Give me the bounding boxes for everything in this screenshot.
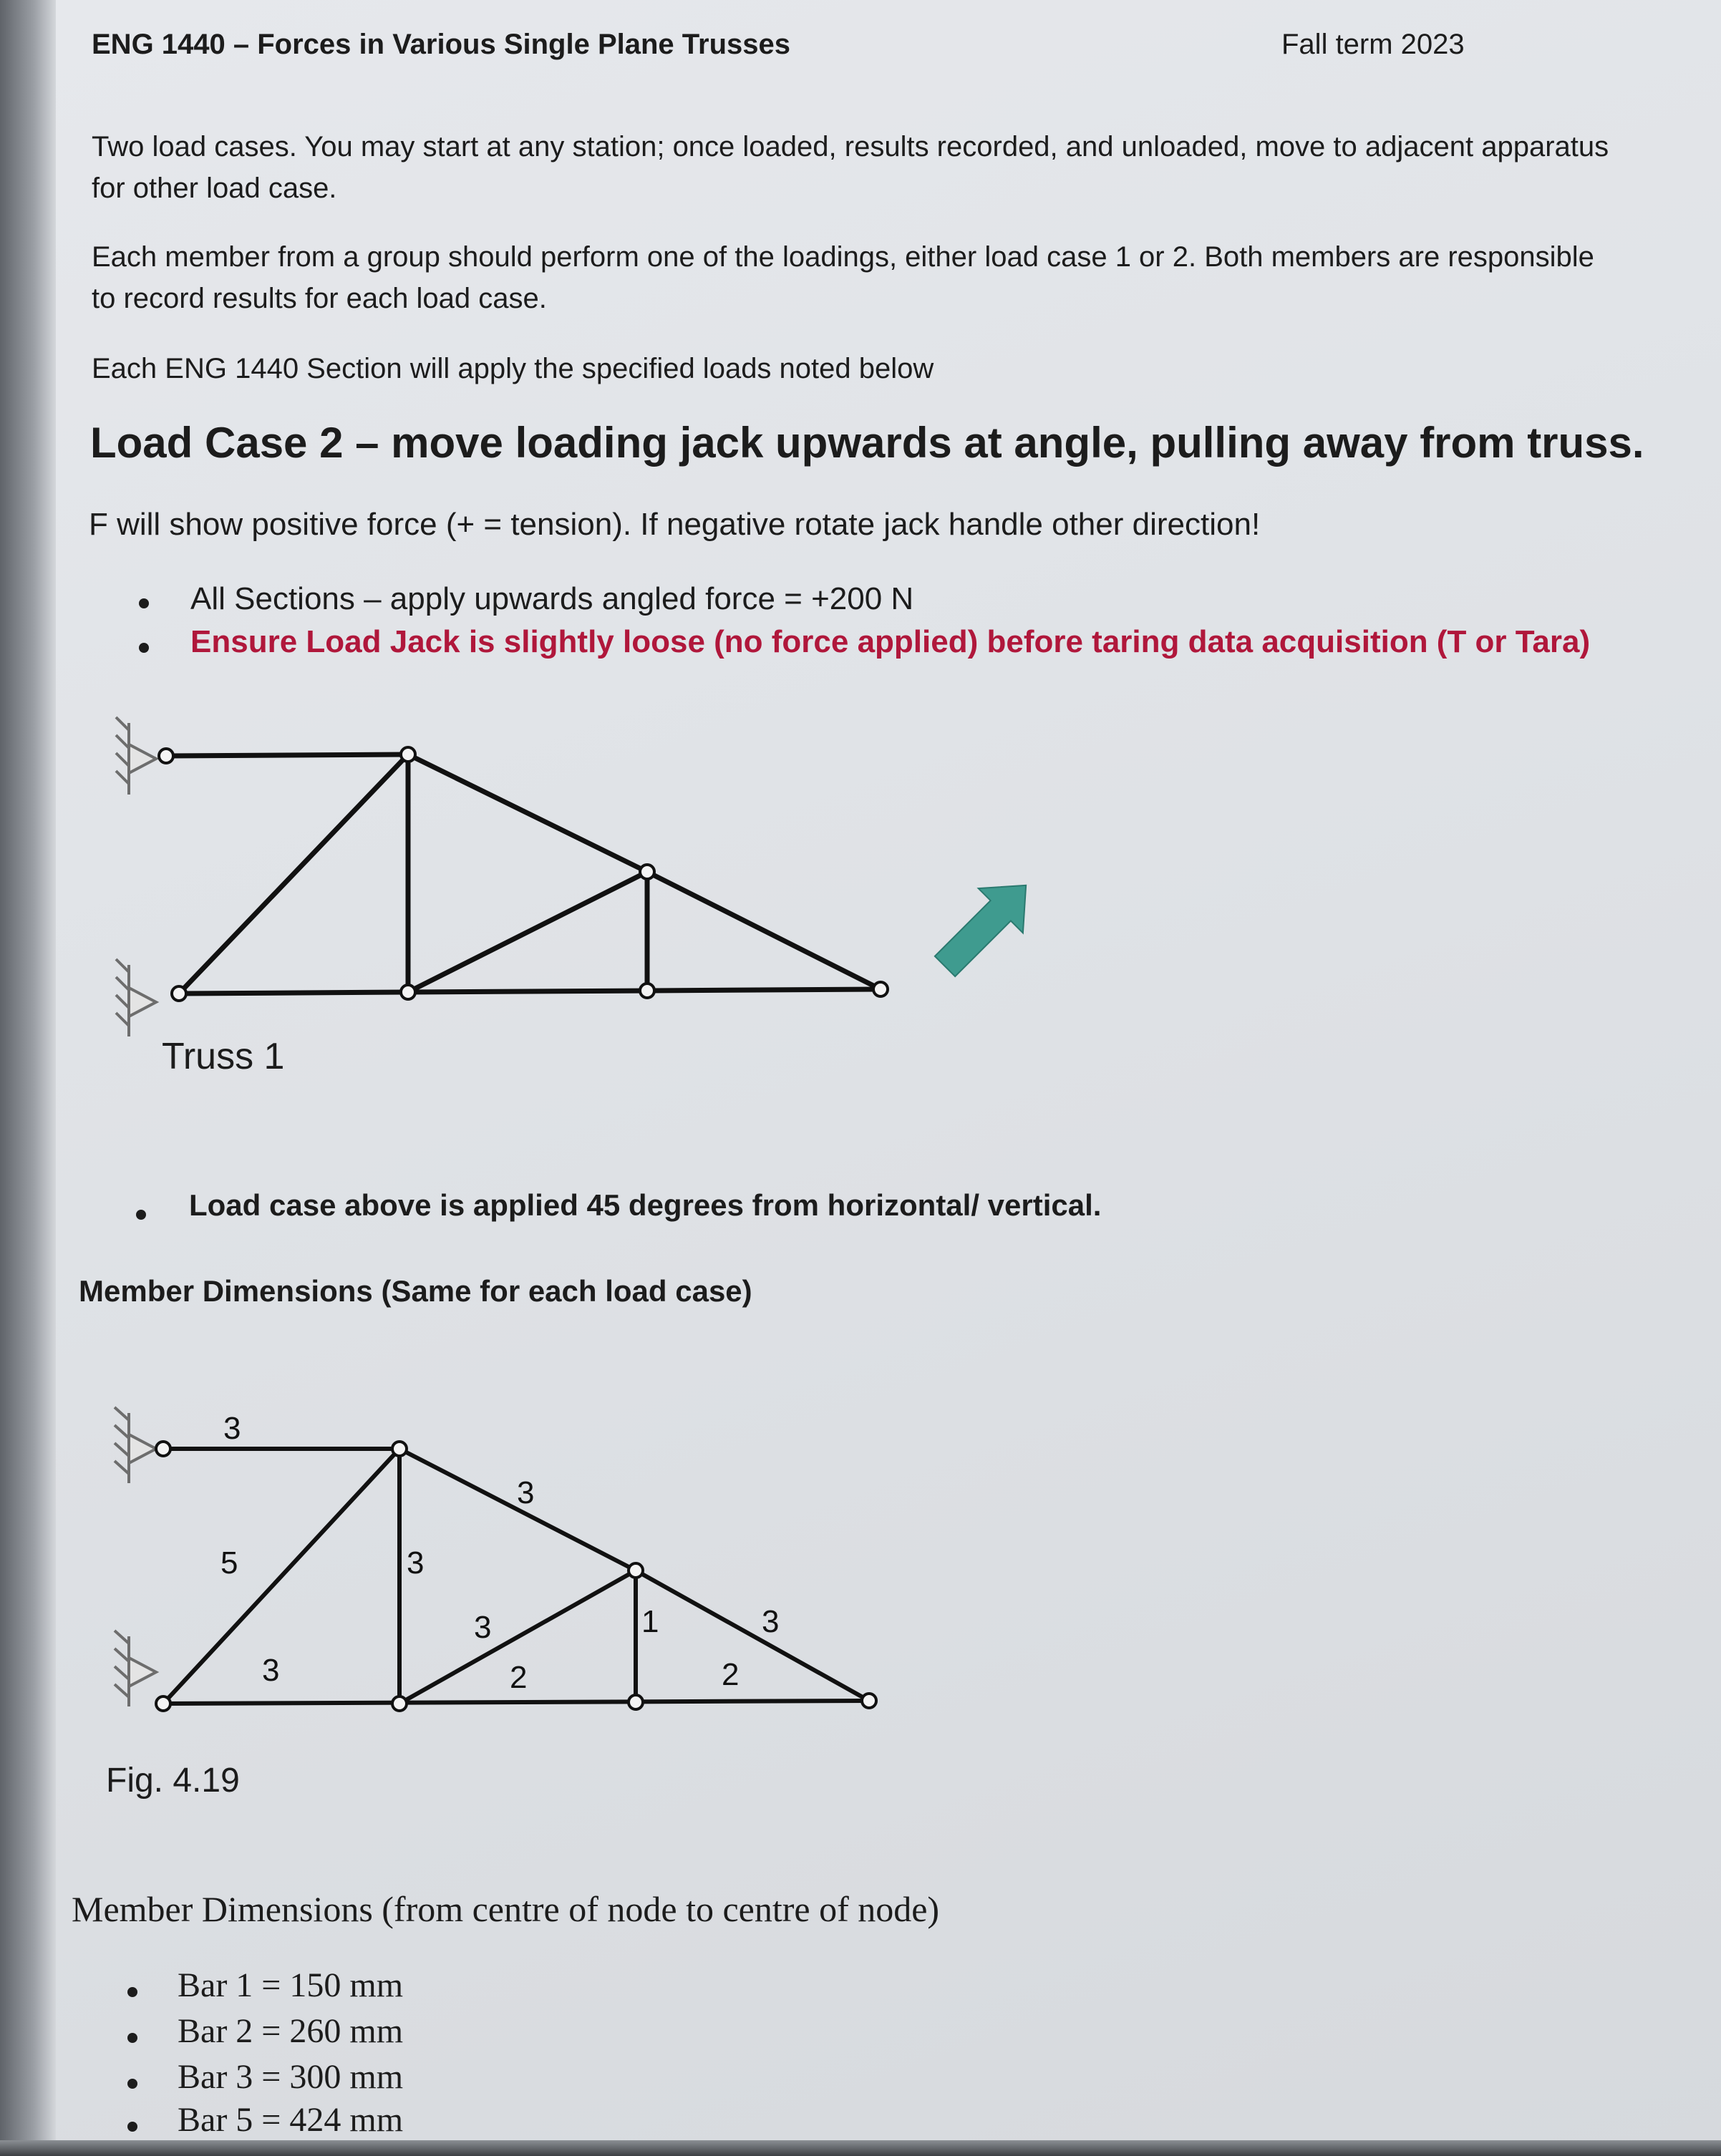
member-right-slope bbox=[636, 1570, 869, 1701]
wall-support-bottom bbox=[115, 1631, 156, 1706]
wall-support-top bbox=[115, 1407, 156, 1483]
bar-5-dimension: Bar 5 = 424 mm bbox=[178, 2101, 404, 2139]
node-top-left bbox=[159, 749, 173, 763]
member-left-diagonal bbox=[163, 1449, 399, 1704]
node-top bbox=[392, 1442, 407, 1456]
course-title: ENG 1440 – Forces in Various Single Plane Trusses bbox=[92, 29, 790, 60]
photo-edge-left bbox=[0, 0, 56, 2156]
bar-1-dimension: Bar 1 = 150 mm bbox=[178, 1966, 404, 2004]
intro-paragraph-3: Each ENG 1440 Section will apply the specified loads noted below bbox=[92, 353, 934, 384]
member-label-right-slope: 3 bbox=[762, 1604, 780, 1639]
angle-note: Load case above is applied 45 degrees from horizontal/ vertical. bbox=[189, 1188, 1102, 1222]
term-label: Fall term 2023 bbox=[1281, 29, 1465, 60]
force-note: F will show positive force (+ = tension). If negative rotate jack handle other direction! bbox=[89, 507, 1261, 542]
node-bottom-right bbox=[640, 984, 654, 998]
intro-paragraph-1-line-2: for other load case. bbox=[92, 173, 337, 204]
bar-3-dimension: Bar 3 = 300 mm bbox=[178, 2058, 404, 2096]
intro-paragraph-1-line-1: Two load cases. You may start at any station; once loaded, results recorded, and unloaded, move to adjacent apparatus bbox=[92, 131, 1609, 162]
member-label-bottom-left: 3 bbox=[262, 1653, 280, 1688]
bullet-dot bbox=[139, 598, 149, 608]
member-inner-diagonal bbox=[408, 872, 647, 992]
node-top bbox=[401, 747, 415, 762]
bullet-dot bbox=[136, 1210, 146, 1220]
member-top-chord bbox=[166, 754, 408, 756]
member-label-vertical-right: 1 bbox=[641, 1604, 659, 1639]
bar-2-dimension: Bar 2 = 260 mm bbox=[178, 2012, 404, 2050]
load-arrow bbox=[923, 863, 1048, 989]
member-left-diagonal bbox=[179, 754, 408, 994]
node-mid-right bbox=[640, 865, 654, 879]
fig-4-19-label: Fig. 4.19 bbox=[106, 1762, 240, 1800]
member-label-bottom-right: 2 bbox=[722, 1657, 740, 1692]
bullet-dot bbox=[127, 1987, 137, 1997]
bullet-dot bbox=[127, 2079, 137, 2089]
node-bottom-left bbox=[156, 1696, 170, 1711]
bullet-dot bbox=[127, 2033, 137, 2043]
node-bottom-right bbox=[629, 1695, 643, 1709]
truss-1-diagram bbox=[107, 709, 1052, 1067]
wall-support-bottom bbox=[116, 959, 156, 1036]
member-bottom-chord bbox=[163, 1701, 869, 1704]
member-label-left-diagonal: 5 bbox=[220, 1545, 238, 1580]
intro-paragraph-2-line-1: Each member from a group should perform one of the loadings, either load case 1 or 2. Both members are responsible bbox=[92, 241, 1594, 273]
truss-1-label: Truss 1 bbox=[162, 1036, 285, 1077]
member-label-top-slope: 3 bbox=[517, 1475, 535, 1510]
bullet-dot bbox=[139, 643, 149, 653]
intro-paragraph-2-line-2: to record results for each load case. bbox=[92, 283, 547, 314]
node-top-left bbox=[156, 1442, 170, 1456]
photo-edge-bottom bbox=[0, 2140, 1721, 2156]
member-dimensions-node-heading: Member Dimensions (from centre of node to centre of node) bbox=[72, 1889, 940, 1929]
member-top-slope bbox=[408, 754, 647, 872]
member-dimensions-heading: Member Dimensions (Same for each load case) bbox=[79, 1274, 752, 1308]
bullet-load-jack-warning: Ensure Load Jack is slightly loose (no force applied) before taring data acquisition (T or Tara) bbox=[190, 624, 1591, 659]
wall-support-top bbox=[116, 717, 156, 795]
member-right-slope bbox=[647, 872, 881, 989]
node-tip bbox=[873, 982, 888, 996]
member-label-bottom-middle: 2 bbox=[510, 1660, 528, 1695]
member-bottom-chord bbox=[179, 989, 881, 994]
member-label-vertical-left: 3 bbox=[407, 1545, 425, 1580]
member-label-top-chord: 3 bbox=[223, 1411, 241, 1446]
node-mid-right bbox=[629, 1563, 643, 1578]
node-bottom-left bbox=[172, 986, 186, 1001]
member-label-inner-diagonal: 3 bbox=[474, 1610, 492, 1645]
bullet-apply-force: All Sections – apply upwards angled force = +200 N bbox=[190, 581, 914, 616]
load-case-heading: Load Case 2 – move loading jack upwards at angle, pulling away from truss. bbox=[90, 419, 1644, 467]
fig-4-19-diagram bbox=[100, 1403, 909, 1718]
bullet-dot bbox=[127, 2122, 137, 2132]
node-tip bbox=[862, 1694, 876, 1708]
node-bottom-mid bbox=[392, 1696, 407, 1711]
node-bottom-mid bbox=[401, 985, 415, 999]
